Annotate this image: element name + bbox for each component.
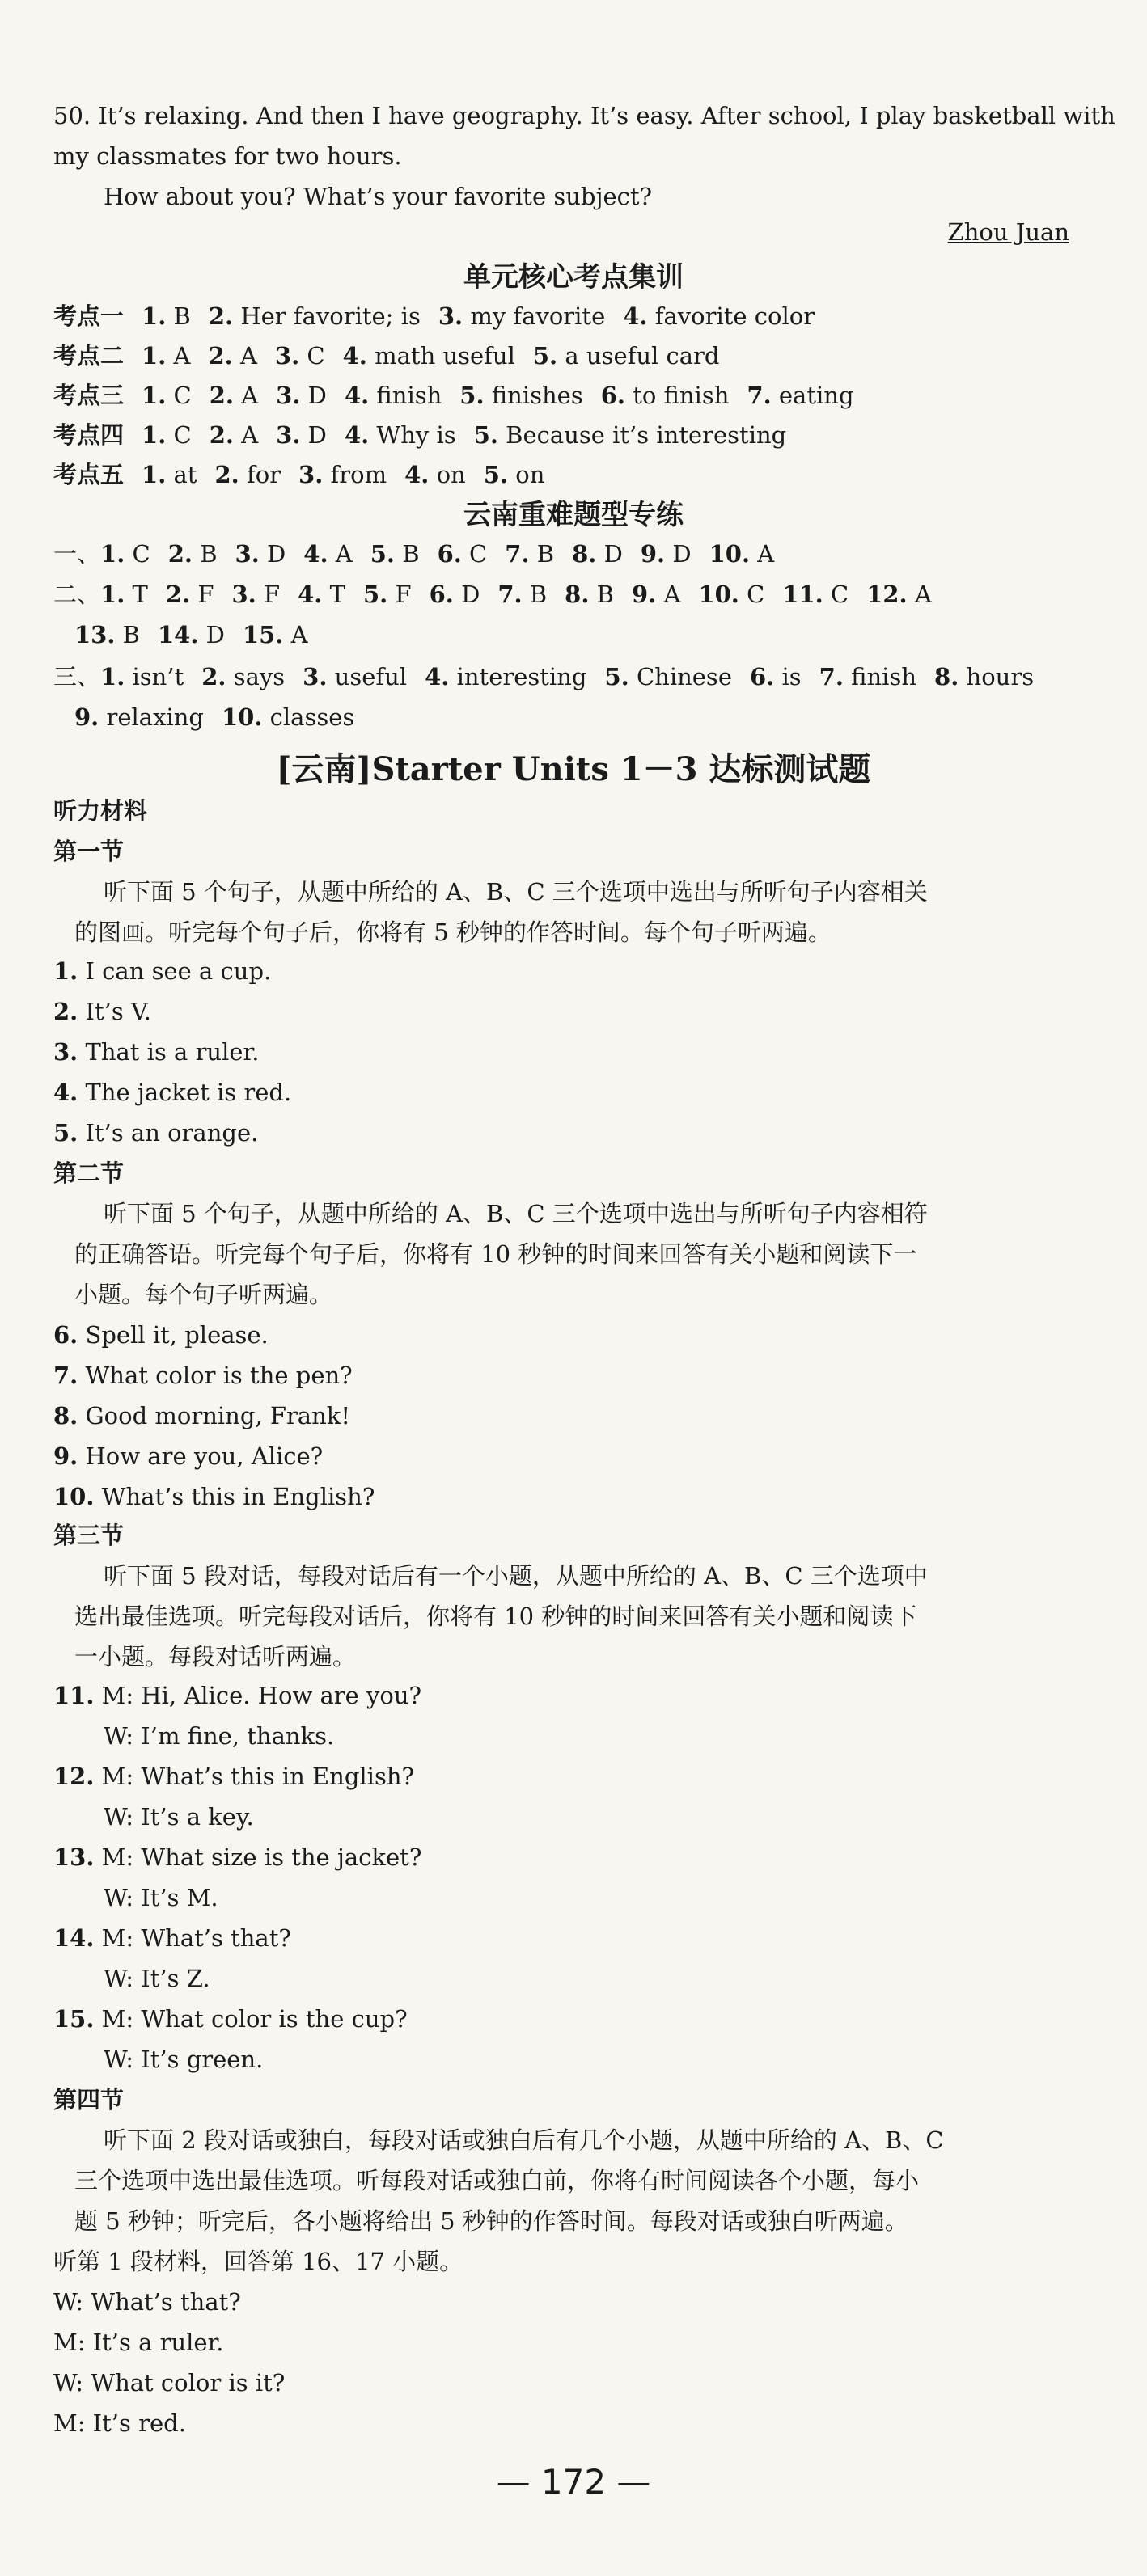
answer-number: 1.: [142, 302, 167, 330]
answer-item: [142, 302, 191, 330]
answer-item: [866, 581, 932, 608]
dialog-line-w: [104, 2039, 1115, 2080]
answer-value: A: [656, 581, 681, 608]
dialog-text: M: What’s this in English?: [94, 1763, 415, 1790]
answer-number: 4.: [404, 461, 430, 488]
answer-item: [74, 703, 204, 731]
item-text: What color is the pen?: [78, 1362, 353, 1389]
answer-number: 5.: [604, 663, 629, 690]
dialog-number: 12.: [53, 1763, 95, 1790]
answer-number: 12.: [866, 581, 908, 608]
sec2-intro: 听下面 5 个句子，从题中所给的 A、B、C 三个选项中选出与所听句子内容相符: [104, 1200, 928, 1227]
item-text: It’s an orange.: [78, 1119, 259, 1147]
answer-value: on: [508, 461, 545, 488]
answer-number: 3.: [231, 581, 256, 608]
answer-number: 3.: [303, 663, 328, 690]
answer-number: 7.: [505, 540, 530, 568]
answer-number: 2.: [208, 342, 233, 370]
dialog-text: W: It’s Z.: [104, 1965, 210, 1992]
answer-value: favorite color: [647, 302, 815, 330]
answer-value: A: [234, 382, 259, 409]
answer-number: 5.: [473, 421, 498, 449]
section-title-core: 单元核心考点集训: [463, 261, 684, 293]
core-answer-row: [53, 454, 1115, 495]
answer-value: says: [226, 663, 286, 690]
item-text: Spell it, please.: [78, 1321, 269, 1349]
answer-item: [623, 302, 815, 330]
answer-value: F: [387, 581, 412, 608]
answer-value: C: [823, 581, 849, 608]
answer-value: my favorite: [463, 302, 606, 330]
sec2-intro: 的正确答语。听完每个句子后，你将有 10 秒钟的时间来回答有关小题和阅读下一: [74, 1240, 917, 1268]
answer-item: [201, 663, 285, 690]
dialog-text: W: It’s green.: [104, 2046, 264, 2073]
row-label: 一、: [53, 540, 101, 568]
answer-value: A: [907, 581, 932, 608]
answer-value: to finish: [624, 382, 730, 409]
answer-number: 1.: [142, 461, 167, 488]
answer-number: 4.: [303, 540, 328, 568]
answer-value: on: [429, 461, 466, 488]
sec1-intro: 的图画。听完每个句子后，你将有 5 秒钟的作答时间。每个句子听两遍。: [74, 918, 832, 946]
answer-number: 10.: [709, 540, 751, 568]
answer-item: [142, 342, 190, 370]
dialog-text: M: Hi, Alice. How are you?: [94, 1682, 422, 1709]
answer-item: [474, 421, 787, 449]
answer-value: D: [198, 621, 225, 648]
answer-value: useful: [327, 663, 408, 690]
answer-item: [370, 540, 420, 568]
answer-item: [934, 663, 1034, 690]
monologue-line: [53, 2322, 1115, 2363]
answer-value: eating: [771, 382, 854, 409]
answer-item: [74, 621, 140, 648]
sec3-intro: 听下面 5 段对话，每段对话后有一个小题，从题中所给的 A、B、C 三个选项中: [104, 1562, 928, 1590]
answer-value: hours: [959, 663, 1035, 690]
core-answer-row: [53, 336, 1115, 376]
listening-sentence: [53, 1476, 1115, 1517]
answer-number: 5.: [459, 382, 485, 409]
item-number: 2.: [53, 998, 78, 1025]
monologue-text: W: What color is it?: [53, 2369, 286, 2397]
dialog-text: W: It’s M.: [104, 1884, 218, 1911]
item-text: The jacket is red.: [78, 1079, 292, 1106]
listening-sentence: [53, 1396, 1115, 1436]
answer-value: C: [125, 540, 150, 568]
answer-item: [303, 663, 407, 690]
sec4-intro: 题 5 秒钟；听完后，各小题将给出 5 秒钟的作答时间。每段对话或独白听两遍。: [74, 2207, 908, 2235]
answer-item: [298, 461, 387, 488]
answer-number: 8.: [572, 540, 597, 568]
dialog-line-m: [53, 1756, 1115, 1797]
listening-sentence: [53, 1355, 1115, 1396]
answer-item: [484, 461, 545, 488]
answer-number: 6.: [600, 382, 625, 409]
answer-item: [747, 382, 853, 409]
answer-value: A: [166, 342, 191, 370]
row-label: 考点二: [53, 342, 125, 370]
sec4-intro: 听下面 2 段对话或独白，每段对话或独白后有几个小题，从题中所给的 A、B、C: [104, 2126, 944, 2154]
dialog-number: 11.: [53, 1682, 95, 1709]
answer-item: [276, 421, 327, 449]
answer-number: 2.: [209, 382, 234, 409]
answer-value: B: [589, 581, 614, 608]
sec1-title: 第一节: [53, 838, 125, 865]
answer-value: classes: [262, 703, 355, 731]
answer-number: 4.: [342, 342, 367, 370]
answer-item: [142, 421, 192, 449]
answer-value: D: [300, 421, 327, 449]
row-label: 考点四: [53, 421, 125, 449]
answer-number: 4.: [425, 663, 450, 690]
page-number: — 172 —: [496, 2462, 651, 2502]
answer-number: 1.: [100, 540, 125, 568]
answer-item: [345, 421, 456, 449]
answer-item: [208, 342, 256, 370]
answer-number: 2.: [214, 461, 239, 488]
answer-value: T: [125, 581, 148, 608]
answer-value: finish: [843, 663, 917, 690]
answer-number: 3.: [274, 342, 300, 370]
answer-item: [298, 581, 345, 608]
core-answer-row: [53, 415, 1115, 455]
answer-number: 2.: [167, 540, 193, 568]
answer-value: Chinese: [629, 663, 732, 690]
item-number: 1.: [53, 957, 78, 985]
answer-number: 7.: [819, 663, 844, 690]
answer-number: 4.: [344, 421, 370, 449]
listening-sentence: [53, 991, 1115, 1032]
dialog-text: M: What’s that?: [94, 1924, 291, 1952]
answer-number: 14.: [157, 621, 199, 648]
sec3-intro: 选出最佳选项。听完每段对话后，你将有 10 秒钟的时间来回答有关小题和阅读下: [74, 1603, 917, 1630]
monologue-line: [53, 2282, 1115, 2322]
answer-value: T: [322, 581, 345, 608]
item-text: It’s V.: [78, 998, 152, 1025]
answer-value: B: [193, 540, 218, 568]
answer-item: [142, 382, 192, 409]
passage-line: 50. It’s relaxing. And then I have geography. It’s easy. After school, I play basketball with: [53, 102, 1115, 129]
answer-number: 9.: [74, 703, 99, 731]
answer-value: D: [665, 540, 692, 568]
row-label: 二、: [53, 581, 101, 608]
answer-number: 3.: [438, 302, 463, 330]
answer-number: 2.: [209, 421, 234, 449]
answer-item: [166, 581, 214, 608]
listening-sentence: [53, 1072, 1115, 1113]
answer-number: 9.: [631, 581, 657, 608]
answer-number: 4.: [623, 302, 648, 330]
answer-number: 3.: [276, 382, 301, 409]
dialog-line-m: [53, 1675, 1115, 1716]
yunnan-answer-row: [74, 697, 1115, 737]
dialog-text: M: What size is the jacket?: [94, 1843, 422, 1871]
answer-number: 6.: [437, 540, 462, 568]
answer-value: B: [395, 540, 420, 568]
sec3-title: 第三节: [53, 1522, 125, 1549]
test-title: [云南]Starter Units 1－3 达标测试题: [276, 750, 871, 788]
answer-item: [243, 621, 308, 648]
passage-line: my classmates for two hours.: [53, 142, 402, 170]
signature: Zhou Juan: [947, 218, 1069, 246]
answer-value: a useful card: [557, 342, 720, 370]
answer-item: [819, 663, 916, 690]
yunnan-answer-row: [74, 614, 1115, 655]
answer-value: relaxing: [99, 703, 204, 731]
answer-value: A: [328, 540, 353, 568]
item-number: 5.: [53, 1119, 78, 1147]
row-label: 考点五: [53, 461, 125, 488]
answer-item: [632, 581, 680, 608]
answer-value: D: [300, 382, 327, 409]
answer-value: F: [190, 581, 214, 608]
answer-item: [235, 540, 286, 568]
answer-number: 10.: [698, 581, 739, 608]
sec2-title: 第二节: [53, 1159, 125, 1187]
row-label: 三、: [53, 663, 101, 690]
answer-value: B: [529, 540, 555, 568]
answer-item: [698, 581, 764, 608]
item-number: 4.: [53, 1079, 78, 1106]
yunnan-answer-row: [53, 574, 1115, 614]
answer-item: [438, 540, 488, 568]
dialog-line-w: [104, 1797, 1115, 1837]
dialog-number: 15.: [53, 2005, 95, 2033]
sec4-intro: 三个选项中选出最佳选项。听每段对话或独白前，你将有时间阅读各个小题，每小: [74, 2167, 920, 2194]
answer-number: 4.: [298, 581, 323, 608]
answer-value: C: [299, 342, 325, 370]
answer-item: [158, 621, 225, 648]
answer-item: [231, 581, 280, 608]
dialog-number: 13.: [53, 1843, 95, 1871]
answer-value: is: [774, 663, 802, 690]
section-title-yunnan: 云南重难题型专练: [463, 499, 684, 531]
answer-item: [100, 663, 184, 690]
answer-number: 2.: [208, 302, 234, 330]
item-number: 8.: [53, 1402, 78, 1429]
answer-value: C: [739, 581, 765, 608]
answer-number: 1.: [142, 421, 167, 449]
answer-item: [222, 703, 354, 731]
answer-value: B: [115, 621, 140, 648]
answer-number: 13.: [74, 621, 116, 648]
listening-sentence: [53, 1032, 1115, 1072]
answer-value: math useful: [366, 342, 515, 370]
answer-item: [601, 382, 730, 409]
item-text: How are you, Alice?: [78, 1442, 324, 1470]
answer-item: [438, 302, 605, 330]
answer-value: C: [461, 540, 488, 568]
item-text: That is a ruler.: [78, 1038, 260, 1066]
answer-number: 5.: [532, 342, 558, 370]
answer-number: 15.: [242, 621, 284, 648]
answer-number: 8.: [934, 663, 959, 690]
answer-number: 9.: [640, 540, 666, 568]
dialog-line-w: [104, 1716, 1115, 1756]
monologue-line: [53, 2403, 1115, 2443]
answer-value: at: [166, 461, 197, 488]
answer-number: 1.: [142, 382, 167, 409]
answer-item: [404, 461, 466, 488]
dialog-line-w: [104, 1958, 1115, 1999]
answer-value: B: [166, 302, 191, 330]
answer-item: [497, 581, 547, 608]
answer-number: 3.: [276, 421, 301, 449]
answer-item: [214, 461, 281, 488]
answer-number: 3.: [298, 461, 324, 488]
answer-value: interesting: [449, 663, 587, 690]
answer-item: [276, 382, 327, 409]
answer-item: [782, 581, 849, 608]
answer-item: [425, 663, 586, 690]
item-text: Good morning, Frank!: [78, 1402, 350, 1429]
answer-item: [168, 540, 218, 568]
dialog-text: M: What color is the cup?: [94, 2005, 408, 2033]
listening-material-label: 听力材料: [53, 797, 148, 825]
answer-number: 3.: [235, 540, 260, 568]
item-text: What’s this in English?: [94, 1483, 375, 1510]
answer-item: [459, 382, 582, 409]
answer-item: [604, 663, 732, 690]
answer-value: A: [283, 621, 308, 648]
item-number: 7.: [53, 1362, 78, 1389]
dialog-line-m: [53, 1918, 1115, 1958]
passage-line: How about you? What’s your favorite subject?: [104, 183, 653, 210]
answer-item: [210, 421, 258, 449]
answer-item: [100, 581, 148, 608]
answer-item: [275, 342, 325, 370]
answer-number: 6.: [429, 581, 454, 608]
monologue-text: M: It’s red.: [53, 2409, 186, 2437]
answer-value: B: [522, 581, 548, 608]
answer-item: [303, 540, 352, 568]
core-answer-row: [53, 296, 1115, 336]
answer-value: from: [323, 461, 387, 488]
monologue-text: W: What’s that?: [53, 2288, 241, 2316]
dialog-number: 14.: [53, 1924, 95, 1952]
dialog-line-m: [53, 1999, 1115, 2039]
monologue-text: M: It’s a ruler.: [53, 2329, 224, 2356]
answer-number: 1.: [100, 663, 125, 690]
answer-number: 8.: [565, 581, 590, 608]
answer-value: C: [166, 382, 192, 409]
yunnan-answer-row: [53, 534, 1115, 574]
answer-value: F: [256, 581, 281, 608]
answer-item: [430, 581, 480, 608]
sec3-intro: 一小题。每段对话听两遍。: [74, 1643, 357, 1670]
item-number: 3.: [53, 1038, 78, 1066]
answer-number: 7.: [747, 382, 772, 409]
row-label: 考点一: [53, 302, 125, 330]
answer-value: finishes: [484, 382, 583, 409]
answer-item: [345, 382, 442, 409]
answer-value: D: [596, 540, 623, 568]
monologue-line: [53, 2363, 1115, 2403]
answer-number: 1.: [100, 581, 125, 608]
answer-item: [709, 540, 775, 568]
answer-item: [641, 540, 692, 568]
answer-number: 2.: [201, 663, 226, 690]
answer-number: 5.: [362, 581, 388, 608]
dialog-text: W: I’m fine, thanks.: [104, 1722, 335, 1750]
answer-number: 7.: [497, 581, 523, 608]
dialog-line-m: [53, 1837, 1115, 1877]
item-number: 10.: [53, 1483, 95, 1510]
answer-number: 4.: [344, 382, 370, 409]
answer-item: [750, 663, 802, 690]
core-answer-row: [53, 375, 1115, 416]
answer-item: [209, 302, 421, 330]
answer-item: [363, 581, 412, 608]
yunnan-answer-row: [53, 657, 1115, 697]
answer-number: 2.: [165, 581, 191, 608]
item-number: 6.: [53, 1321, 78, 1349]
answer-number: 6.: [749, 663, 775, 690]
answer-item: [565, 581, 614, 608]
answer-value: finish: [369, 382, 442, 409]
answer-value: for: [239, 461, 281, 488]
answer-value: Why is: [369, 421, 456, 449]
item-number: 9.: [53, 1442, 78, 1470]
sec2-intro: 小题。每个句子听两遍。: [74, 1281, 333, 1308]
answer-value: C: [166, 421, 192, 449]
answer-value: A: [750, 540, 775, 568]
answer-item: [572, 540, 623, 568]
answer-number: 5.: [483, 461, 509, 488]
dialog-text: W: It’s a key.: [104, 1803, 254, 1831]
listening-sentence: [53, 1315, 1115, 1355]
row-label: 考点三: [53, 382, 125, 409]
answer-value: A: [234, 421, 259, 449]
answer-value: D: [453, 581, 480, 608]
answer-item: [210, 382, 258, 409]
answer-value: isn’t: [125, 663, 184, 690]
answer-item: [343, 342, 515, 370]
sec4-title: 第四节: [53, 2086, 125, 2114]
listening-sentence: [53, 1436, 1115, 1476]
sec4-intro: 听第 1 段材料，回答第 16、17 小题。: [53, 2248, 463, 2275]
answer-value: D: [259, 540, 286, 568]
answer-item: [505, 540, 554, 568]
answer-item: [533, 342, 720, 370]
dialog-line-w: [104, 1877, 1115, 1918]
answer-number: 5.: [370, 540, 396, 568]
answer-value: Her favorite; is: [233, 302, 421, 330]
item-text: I can see a cup.: [78, 957, 272, 985]
answer-number: 1.: [142, 342, 167, 370]
answer-value: A: [232, 342, 257, 370]
answer-item: [142, 461, 197, 488]
listening-sentence: [53, 1113, 1115, 1153]
sec1-intro: 听下面 5 个句子，从题中所给的 A、B、C 三个选项中选出与所听句子内容相关: [104, 878, 928, 906]
answer-number: 11.: [782, 581, 823, 608]
listening-sentence: [53, 951, 1115, 991]
answer-item: [100, 540, 150, 568]
answer-value: Because it’s interesting: [497, 421, 787, 449]
answer-number: 10.: [221, 703, 263, 731]
